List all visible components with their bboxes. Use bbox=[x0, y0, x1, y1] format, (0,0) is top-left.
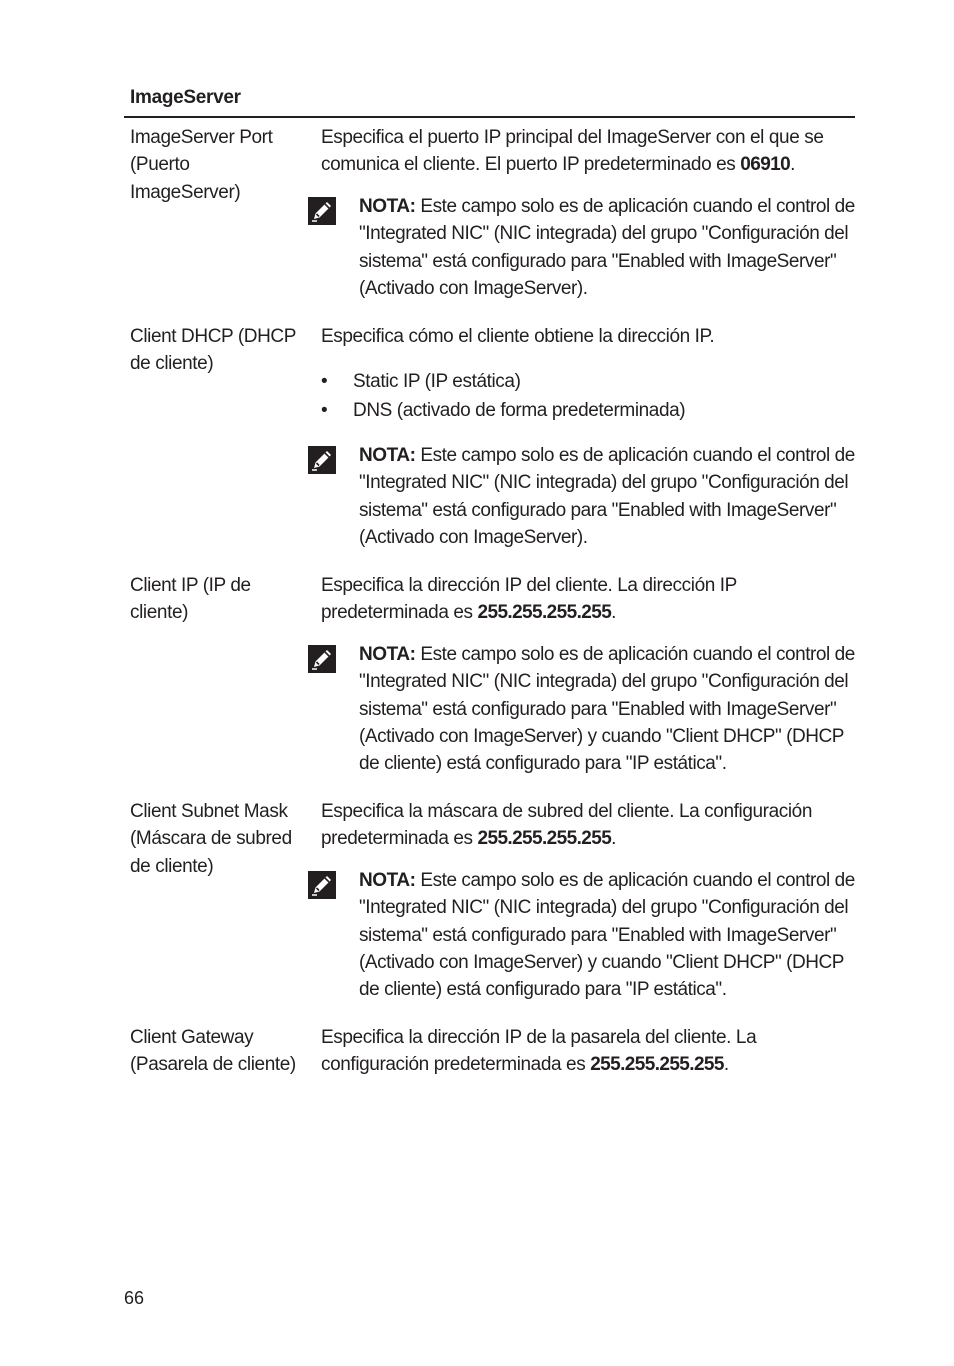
row-description: Especifica la dirección IP del cliente. La dirección IP predeterminada es 255.255.255.255. bbox=[321, 575, 737, 624]
note-pencil-icon bbox=[308, 871, 336, 899]
row-label: Client IP (IP de cliente) bbox=[130, 575, 251, 624]
note-text: NOTA: Este campo solo es de aplicación cuando el control de "Integrated NIC" (NIC integrada) del grupo "Configuración del sistema" está configurado para "Enabled with ImageServer" (Activado con ImageServer). bbox=[359, 445, 855, 548]
note-label: NOTA: bbox=[359, 196, 416, 217]
note-label: NOTA: bbox=[359, 445, 416, 466]
note-pencil-icon bbox=[308, 446, 336, 474]
option-list bbox=[321, 367, 856, 425]
row-label: Client DHCP (DHCP de cliente) bbox=[130, 326, 296, 375]
note-text: NOTA: Este campo solo es de aplicación cuando el control de "Integrated NIC" (NIC integrada) del grupo "Configuración del sistema" está configurado para "Enabled with ImageServer" (Activado con ImageServer). bbox=[359, 196, 855, 299]
row-description: Especifica cómo el cliente obtiene la dirección IP. bbox=[321, 326, 715, 347]
note-label: NOTA: bbox=[359, 870, 416, 891]
row-description: Especifica la máscara de subred del cliente. La configuración predeterminada es 255.255.255.255. bbox=[321, 801, 813, 850]
row-label: Client Gateway (Pasarela de cliente) bbox=[130, 1027, 296, 1076]
header-rule bbox=[124, 116, 855, 118]
default-value: 06910 bbox=[740, 154, 791, 176]
list-item: • Static IP (IP estática) bbox=[321, 367, 856, 396]
row-label: Client Subnet Mask (Máscara de subred de cliente) bbox=[130, 801, 292, 877]
note-text: NOTA: Este campo solo es de aplicación cuando el control de "Integrated NIC" (NIC integrada) del grupo "Configuración del sistema" está configurado para "Enabled with ImageServer" (Activado con ImageServer) y cuando "Client DHCP" (DHCP de cliente) está configurado para "IP estática". bbox=[359, 870, 855, 1001]
default-value: 255.255.255.255 bbox=[477, 602, 612, 624]
page-number: 66 bbox=[124, 1288, 145, 1308]
row-description: Especifica el puerto IP principal del ImageServer con el que se comunica el cliente. El puerto IP predeterminado es 06910. bbox=[321, 127, 824, 176]
note-pencil-icon bbox=[308, 645, 336, 673]
default-value: 255.255.255.255 bbox=[590, 1054, 724, 1076]
default-value: 255.255.255.255 bbox=[477, 828, 612, 850]
note-pencil-icon bbox=[308, 197, 336, 225]
note-text: NOTA: Este campo solo es de aplicación cuando el control de "Integrated NIC" (NIC integrada) del grupo "Configuración del sistema" está configurado para "Enabled with ImageServer" (Activado con ImageServer) y cuando "Client DHCP" (DHCP de cliente) está configurado para "IP estática". bbox=[359, 644, 855, 775]
row-label: ImageServer Port (Puerto ImageServer) bbox=[130, 127, 273, 203]
section-title: ImageServer bbox=[130, 87, 241, 108]
list-item: • DNS (activado de forma predeterminada) bbox=[321, 396, 856, 425]
row-description: Especifica la dirección IP de la pasarela del cliente. La configuración predeterminada es 255.255.255.255. bbox=[321, 1027, 757, 1076]
note-label: NOTA: bbox=[359, 644, 416, 665]
